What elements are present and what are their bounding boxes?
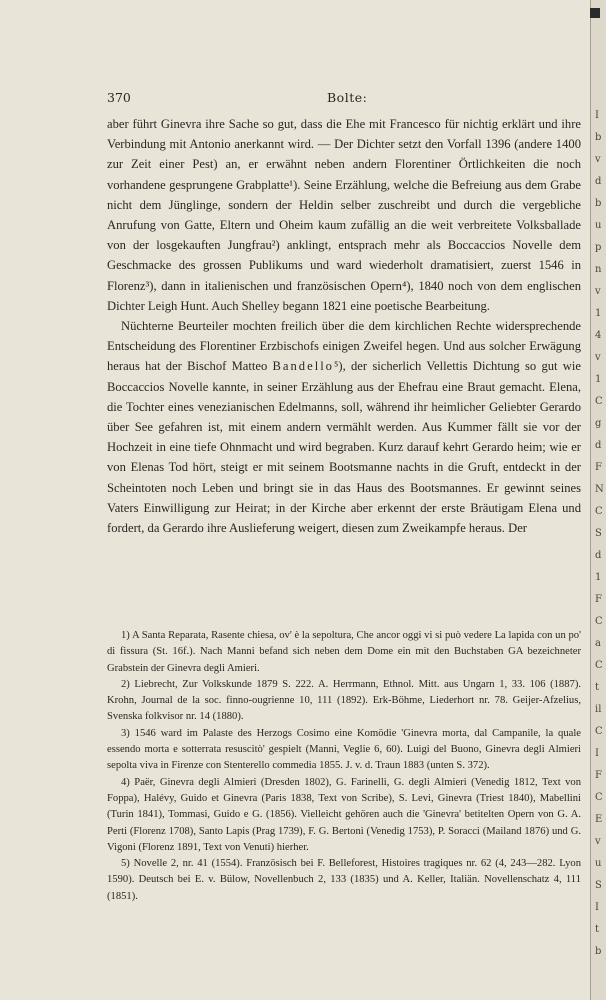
neighbor-fragment: p	[595, 242, 602, 253]
neighbor-fragment: E	[595, 814, 603, 825]
neighbor-fragment: F	[595, 462, 602, 473]
author-name-bandello: Bandello	[272, 359, 334, 374]
neighbor-fragment: t	[595, 924, 600, 935]
footnotes	[107, 628, 581, 905]
neighbor-fragment: 1	[595, 374, 602, 385]
neighbor-fragment: il	[595, 704, 602, 715]
neighbor-fragment: F	[595, 770, 602, 781]
neighbor-fragment: C	[595, 616, 603, 627]
page-header	[107, 90, 581, 106]
neighbor-fragment: S	[595, 880, 602, 891]
neighbor-fragment: I	[595, 748, 599, 759]
neighbor-fragment: b	[595, 198, 602, 209]
scan-marker-icon	[590, 8, 600, 18]
neighbor-fragment: v	[595, 352, 601, 363]
neighbor-fragment: 4	[595, 330, 602, 341]
neighbor-fragment: S	[595, 528, 602, 539]
running-head: Bolte:	[327, 90, 368, 105]
neighbor-fragment: d	[595, 550, 602, 561]
neighbor-fragment: I	[595, 902, 599, 913]
neighbor-fragment: C	[595, 792, 603, 803]
page-number: 370	[107, 90, 131, 105]
neighbor-fragment: v	[595, 154, 601, 165]
neighbor-fragment: n	[595, 264, 602, 275]
body-paragraph-2	[107, 316, 581, 538]
paragraph-2-rest: ⁵), der sicherlich Vellettis Dichtung so gut wie Boccaccios Novelle kannte, in seiner Erzählung aus der Ehefrau eine Braut gemacht. Elena, die Tochter eines venezianischen Edelmanns, soll, während ihr heimlicher Geliebter Gerardo über See gefahren ist, mit einem andern vermählt werden. Aus Kummer fällt sie vor der Hochzeit in eine tiefe Ohnmacht und wird begraben. Kurz darauf kehrt Gerardo heim; wie er von Elenas Tod hört, steigt er mit seinem Bootsmanne nachts in die Gruft, entdeckt in der Scheintoten noch Leben und bringt sie in das Haus des Bootsmannes. Er gewinnt seines Vaters Einwilligung zur Heirat; in der Kirche aber erkennt der erste Bräutigam Elena und fordert, da Gerardo ihre Auslieferung weigert, diesen zum Zweikampfe heraus. Der	[107, 359, 581, 536]
neighbor-fragment: u	[595, 858, 602, 869]
footnote-4: 4) Paër, Ginevra degli Almieri (Dresden 1802), G. Farinelli, G. degli Almieri (Venedig 1812, Text von Foppa), Halévy, Guido et Ginevra (Paris 1838, Text von Scribe), S. Levi, Ginevra (Triest 1840), Mabellini (Turin 1841), Tommasi, Guido e G. (1856). Vielleicht gehören auch die 'Ginevra' betitelten Opern von G. A. Perti (Florenz 1708), Santo Lapis (Prag 1739), F. G. Bertoni (Venedig 1753), P. Soracci (Mailand 1876) und G. Vigoni (Florenz 1891, Text von Venuti) hierher.	[107, 776, 581, 853]
footnote-3: 3) 1546 ward im Palaste des Herzogs Cosimo eine Komödie 'Ginevra morta, dal Campanile, la quale essendo morta e sotterrata resuscitò' gespielt (Manni, Veglie 6, 60). Luigi del Buono, Ginevra degli Almieri sepolta viva in Firenze con Stenterello commedia 1855. J. v. d. Traun 1883 (unten S. 372).	[107, 727, 581, 772]
neighbor-fragment: d	[595, 440, 602, 451]
neighbor-fragment: C	[595, 726, 603, 737]
neighbor-fragment: d	[595, 176, 602, 187]
neighbor-fragment: g	[595, 418, 602, 429]
neighbor-fragment: 1	[595, 572, 602, 583]
neighbor-fragment: v	[595, 836, 601, 847]
neighbor-fragment: F	[595, 594, 602, 605]
footnote-1: 1) A Santa Reparata, Rasente chiesa, ov' è la sepoltura, Che ancor oggi vi si può vedere La lapida con un po' di fissura (St. 16f.). Nach Manni befand sich neben dem Dome ein mit den Buchstaben GA bezeichneter Grabstein der Ginevra degli Amieri.	[107, 630, 581, 674]
neighbor-fragment: b	[595, 132, 602, 143]
neighbor-fragment: v	[595, 286, 601, 297]
neighbor-fragment: N	[595, 484, 604, 495]
neighbor-fragment: u	[595, 220, 602, 231]
neighbor-fragment: 1	[595, 308, 602, 319]
paragraph-2-start: Nüchterne Beurteiler mochten freilich über die dem kirchlichen Rechte widersprechende Entscheidung des Florentiner Erzbischofs einigen Zweifel hegen. Und aus solcher Erwägung heraus hat der Bischof Matteo	[107, 319, 581, 374]
body-text	[107, 114, 581, 538]
footnote-2: 2) Liebrecht, Zur Volkskunde 1879 S. 222. A. Herrmann, Ethnol. Mitt. aus Ungarn 1, 33. 106 (1887). Krohn, Journal de la soc. finno-ougrienne 10, 111 (1892). Erk-Böhme, Liederhort nr. 78. Geijer-Afzelius, Svenska folkvisor nr. 14 (1880).	[107, 678, 581, 723]
neighbor-fragment: I	[595, 110, 599, 121]
neighbor-fragment: C	[595, 660, 603, 671]
neighbor-fragment: C	[595, 396, 603, 407]
neighbor-fragment: C	[595, 506, 603, 517]
neighbor-fragment: b	[595, 946, 602, 957]
adjacent-page-edge	[590, 0, 606, 1000]
body-paragraph-1: aber führt Ginevra ihre Sache so gut, dass die Ehe mit Francesco für nichtig erklärt und ihre Verbindung mit Antonio anerkannt wird. — Der Dichter setzt den Vorfall 1396 (andere 1400 zur Zeit einer Pest) an, er erwähnt neben andern Florentiner Örtlichkeiten die noch vorhandene gesprungene Grabplatte¹). Seine Erzählung, welche die Befreiung aus dem Grabe nicht dem Jünglinge, sondern der Heldin selber zuschreibt und durch die vergebliche Anrufung von Gatte, Eltern und Oheim kaum zufällig an die weit verbreitete Volksballade von der losgekauften Jungfrau²) anklingt, entsprach mehr als Boccaccios Novelle dem Geschmacke des grossen Publikums und ward wiederholt dramatisiert, zuerst 1546 in Florenz³), dann in italienischen und französischen Opern⁴), 1840 noch von dem englischen Dichter Leigh Hunt. Auch Shelley begann 1821 eine poetische Bearbeitung.	[107, 117, 581, 313]
footnote-5: 5) Novelle 2, nr. 41 (1554). Französisch bei F. Belleforest, Histoires tragiques nr. 62 (4, 243—282. Lyon 1590). Deutsch bei E. v. Bülow, Novellenbuch 2, 133 (1835) und A. Keller, Italiän. Novellenschatz 4, 111 (1851).	[107, 858, 581, 902]
neighbor-fragment: t	[595, 682, 600, 693]
neighbor-fragment: a	[595, 638, 601, 649]
